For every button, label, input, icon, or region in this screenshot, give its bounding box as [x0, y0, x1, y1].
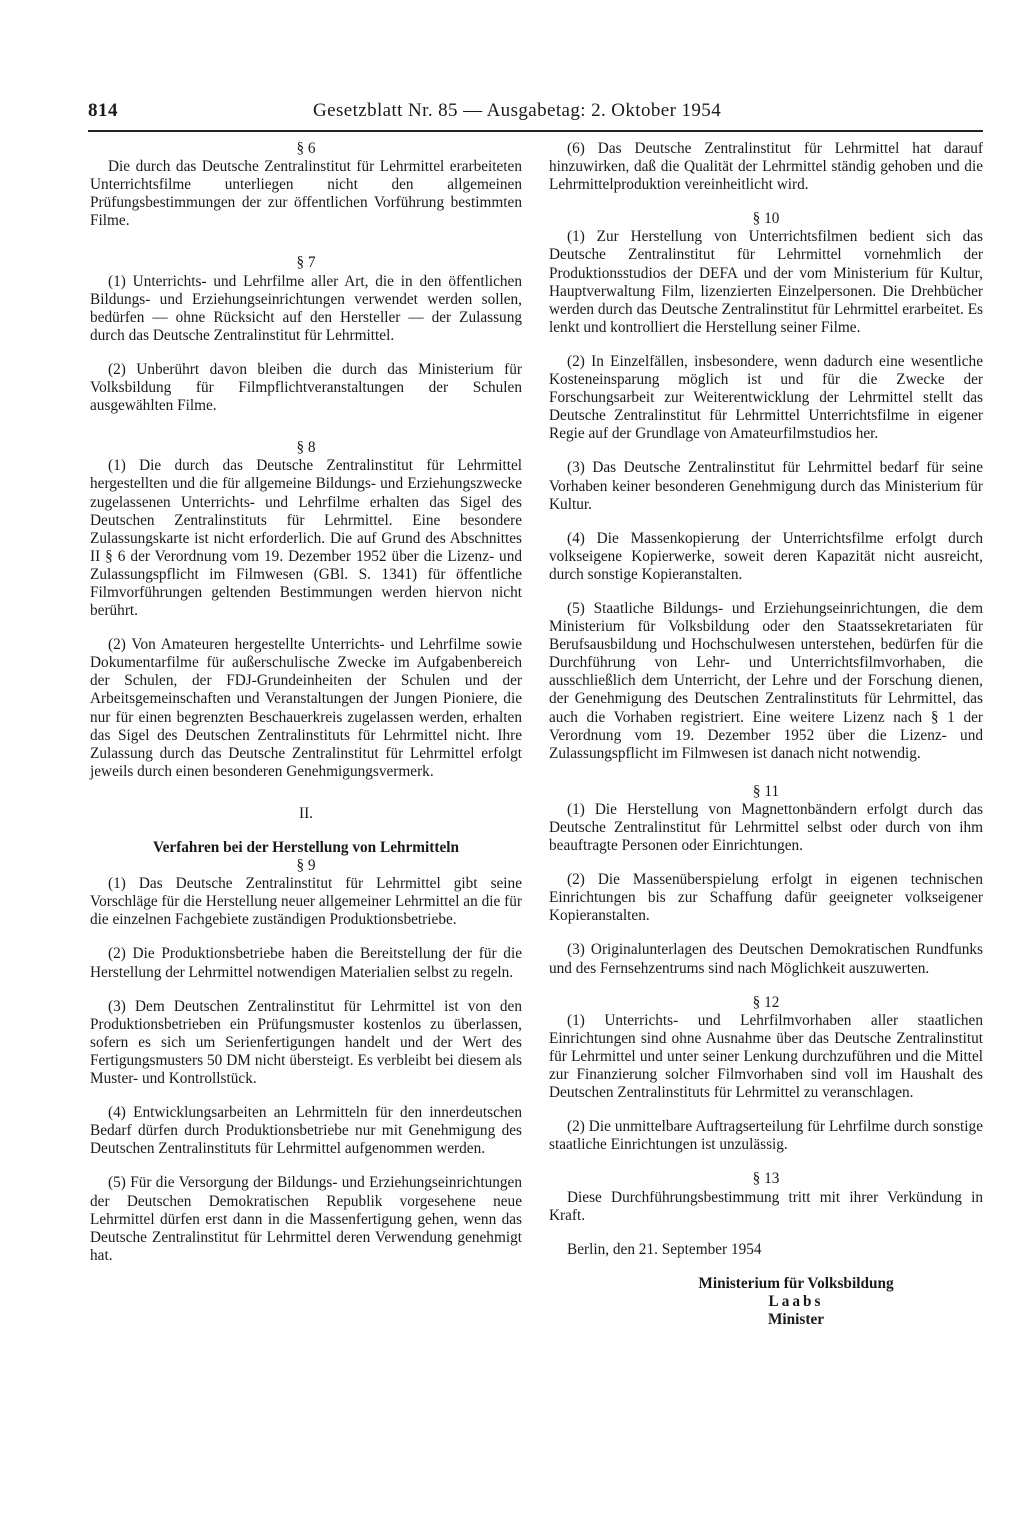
section-11-paragraph-3: (3) Originalunterlagen des Deutschen Demokratischen Rundfunks und des Fernsehzentrums sind nach Möglichkeit auszuwerten. — [549, 941, 983, 977]
section-9-paragraph-6: (6) Das Deutsche Zentralinstitut für Lehrmittel hat darauf hinzuwirken, daß die Qualität der Lehrmittel ständig gehoben und die Lehrmittelproduktion vereinheitlicht wird. — [549, 140, 983, 194]
running-title: Gesetzblatt Nr. 85 — Ausgabetag: 2. Oktober 1954 — [313, 100, 722, 121]
section-10-paragraph-3: (3) Das Deutsche Zentralinstitut für Lehrmittel bedarf für seine Vorhaben keiner besonderen Genehmigung durch das Ministerium für Kultur. — [549, 459, 983, 513]
section-13-paragraph-1: Diese Durchführungsbestimmung tritt mit ihrer Verkündung in Kraft. — [549, 1188, 983, 1224]
section-10-paragraph-4: (4) Die Massenkopierung der Unterrichtsfilme erfolgt durch volkseigene Kopierwerke, soweit deren Kapazität nicht ausreicht, durch sonstige Kopieranstalten. — [549, 529, 983, 583]
page-number: 814 — [88, 100, 118, 121]
section-7-heading: § 7 — [296, 254, 316, 272]
section-10-heading: § 10 — [752, 210, 780, 228]
place-and-date: Berlin, den 21. September 1954 — [567, 1240, 762, 1258]
section-9-heading: § 9 — [296, 857, 316, 875]
section-11-paragraph-1: (1) Die Herstellung von Magnettonbändern erfolgt durch das Deutsche Zentralinstitut für Lehrmittel selbst oder durch von ihm beauftragte Personen oder Einrichtungen. — [549, 800, 983, 855]
part-number: II. — [298, 804, 313, 822]
section-8-heading: § 8 — [296, 439, 316, 457]
part-title: Verfahren bei der Herstellung von Lehrmitteln — [152, 839, 460, 856]
section-10-paragraph-1: (1) Zur Herstellung von Unterrichtsfilmen bedient sich das Deutsche Zentralinstitut für Lehrmittel vornehmlich der Produktionsstudios der DEFA und der vom Ministerium für Kultur, Hauptverwaltung Film, lizenzierten Einzelpersonen. Die Drehbücher werden durch das Deutsche Zentralinstitut für Lehrmittel erarbeitet. Es lenkt und kontrolliert die Herstellung seiner Filme. — [549, 228, 983, 336]
section-9-paragraph-3: (3) Dem Deutschen Zentralinstitut für Lehrmittel ist von den Produktionsbetrieben ein Prüfungsmuster kostenlos zu überlassen, sofern es sich um Serienfertigungen handelt und der Wert des Fertigungsmusters 50 DM nicht übersteigt. Es verbleibt bei diesem als Muster- und Kontrollstück. — [90, 997, 522, 1088]
section-12-heading: § 12 — [752, 993, 780, 1011]
section-7-paragraph-1: (1) Unterrichts- und Lehrfilme aller Art, die in den öffentlichen Bildungs- und Erziehungseinrichtungen verwendet werden sollen, bedürfen — ohne Rücksicht auf den Hersteller — der Zulassung durch das Deutsche Zentralinstitut für Lehrmittel. — [90, 272, 522, 344]
section-8-paragraph-1: (1) Die durch das Deutsche Zentralinstitut für Lehrmittel hergestellten und die für allgemeine Bildungs- und Erziehungszwecke zugelassenen Unterrichts- und Lehrfilme erhalten das Sigel des Deutschen Zentralinstituts für Lehrmittel. Eine besondere Zulassungskarte ist nicht erforderlich. Die auf Grund des Abschnittes II § 6 der Verordnung vom 19. Dezember 1952 über die Lizenz- und Zulassungspflicht im Filmwesen (GBl. S. 1341) für öffentliche Filmvorführungen geltenden Bestimmungen werden hiervon nicht berührt. — [90, 457, 522, 620]
section-11-paragraph-2: (2) Die Massenüberspielung erfolgt in eigenen technischen Einrichtungen bis zur Schaffung dafür geeigneter volkseigener Kopieranstalten. — [549, 871, 983, 925]
signer-name: Laabs — [768, 1292, 824, 1310]
section-6-paragraph-1: Die durch das Deutsche Zentralinstitut für Lehrmittel erarbeiteten Unterrichtsfilme unterliegen nicht den allgemeinen Prüfungsbestimmungen der zur öffentlichen Vorführung bestimmten Filme. — [90, 158, 522, 230]
signer-role: Minister — [767, 1310, 825, 1328]
section-9-paragraph-4: (4) Entwicklungsarbeiten an Lehrmitteln für den innerdeutschen Bedarf dürfen durch Produktionsbetriebe nur mit Genehmigung des Deutschen Zentralinstituts für Lehrmittel aufgenommen werden. — [90, 1104, 522, 1158]
section-6-heading: § 6 — [296, 140, 316, 157]
section-10-paragraph-2: (2) In Einzelfällen, insbesondere, wenn dadurch eine wesentliche Kosteneinsparung möglich ist und für die Zwecke der Forschungsarbeit zur Weiterentwicklung der Lehrmittel stellt das Deutsche Zentralinstitut für Lehrmittel Unterrichtsfilme in eigener Regie auf der Grundlage von Amateurfilmstudios her. — [549, 352, 983, 443]
section-7-paragraph-2: (2) Unberührt davon bleiben die durch das Ministerium für Volksbildung für Filmpflichtveranstaltungen der Schulen ausgewählten Filme. — [90, 360, 522, 415]
left-column — [90, 140, 522, 1265]
section-9-paragraph-5: (5) Für die Versorgung der Bildungs- und Erziehungseinrichtungen der Deutschen Demokratischen Republik vorgesehene neue Lehrmittel dürfen erst dann in die Massenfertigung gehen, wenn das Deutsche Zentralinstitut für Lehrmittel deren Verwendung genehmigt hat. — [90, 1174, 522, 1264]
right-column — [549, 140, 983, 1329]
page-header — [88, 100, 983, 132]
section-12-paragraph-1: (1) Unterrichts- und Lehrfilmvorhaben aller staatlichen Einrichtungen sind ohne Ausnahme über das Deutsche Zentralinstitut für Lehrmittel und unter seiner Lenkung durchzuführen und die Mittel zur Finanzierung solcher Filmvorhaben sind voll im Haushalt des Deutschen Zentralinstituts für Lehrmittel zu veranschlagen. — [549, 1011, 983, 1102]
issuing-ministry: Ministerium für Volksbildung — [698, 1274, 894, 1292]
section-8-paragraph-2: (2) Von Amateuren hergestellte Unterrichts- und Lehrfilme sowie Dokumentarfilme für außerschulische Zwecke im Aufgabenbereich der Schulen, der FDJ-Grundeinheiten der Schulen und der Arbeitsgemeinschaften und Veranstaltungen der Jungen Pioniere, die nur für einen begrenzten Beschauerkreis zugelassen werden, erhalten das Sigel des Deutschen Zentralinstituts für Lehrmittel nicht. Ihre Zulassung durch das Deutsche Zentralinstitut für Lehrmittel erfolgt jeweils durch einen besonderen Genehmigungsvermerk. — [90, 636, 522, 780]
section-9-paragraph-2: (2) Die Produktionsbetriebe haben die Bereitstellung der für die Herstellung der Lehrmittel notwendigen Materialien selbst zu regeln. — [90, 945, 522, 981]
section-12-paragraph-2: (2) Die unmittelbare Auftragserteilung für Lehrfilme durch sonstige staatliche Einrichtungen ist unzulässig. — [549, 1118, 983, 1154]
section-10-paragraph-5: (5) Staatliche Bildungs- und Erziehungseinrichtungen, die dem Ministerium für Volksbildung oder den Staatssekretariaten für Berufsausbildung und Hochschulwesen unterstehen, bedürfen für die Durchführung von Lehr- und Unterrichtsfilmvorhaben, die ausschließlich dem Unterricht, der Lehre und der Forschung dienen, der Genehmigung des Deutschen Zentralinstituts für Lehrmittel, das auch die Vorhaben registriert. Eine weitere Lizenz nach § 1 der Verordnung vom 19. Dezember 1952 über die Lizenz- und Zulassungspflicht im Filmwesen ist danach nicht notwendig. — [549, 599, 983, 762]
section-9-paragraph-1: (1) Das Deutsche Zentralinstitut für Lehrmittel gibt seine Vorschläge für die Herstellung neuer allgemeiner Lehrmittel an die für die einzelnen Fachgebiete zuständigen Produktionsbetriebe. — [90, 875, 522, 929]
section-11-heading: § 11 — [752, 782, 780, 800]
section-13-heading: § 13 — [752, 1170, 780, 1188]
